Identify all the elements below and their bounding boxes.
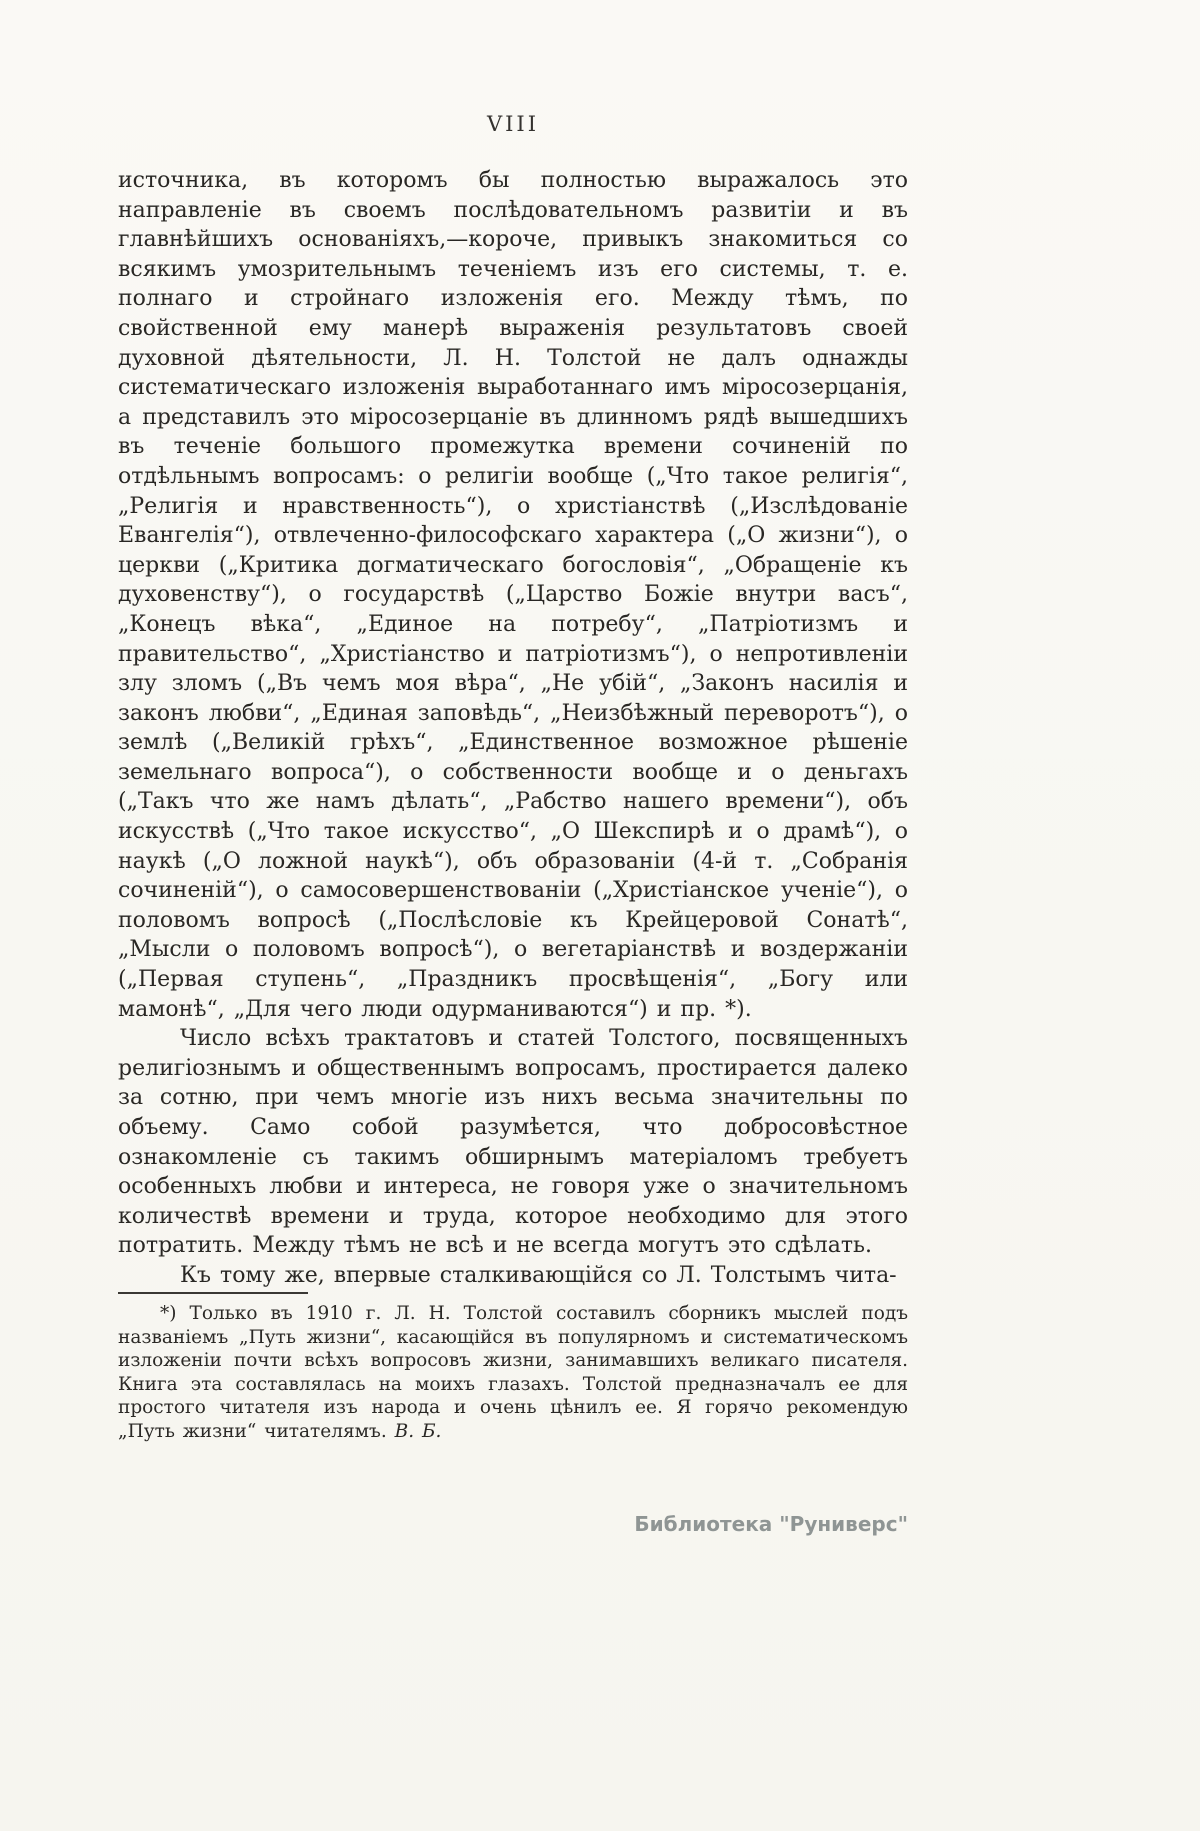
footnote-text (118, 1302, 908, 1444)
page-body (118, 166, 908, 1291)
footnote-signature: В. Б. (394, 1420, 442, 1442)
footnote (118, 1302, 908, 1444)
paragraph: Къ тому же, впервые сталкивающійся со Л. Толстымъ чита- (180, 1262, 897, 1288)
footnote-body: *) Только въ 1910 г. Л. Н. Толстой составилъ сборникъ мыслей подъ названіемъ „Путь жизни“, касающійся въ популярномъ и систематическомъ изложеніи почти всѣхъ вопросовъ жизни, занимавшихъ великаго писателя. Книга эта составлялась на моихъ глазахъ. Толстой предназначалъ ее для простого читателя изъ народа и очень цѣнилъ ее. Я горячо рекомендую „Путь жизни“ читателямъ. (118, 1303, 908, 1442)
library-watermark: Библиотека "Руниверс" (634, 1512, 908, 1536)
paragraph: источника, въ которомъ бы полностью выражалось это направленіе въ своемъ послѣдовательномъ развитіи и въ главнѣйшихъ основаніяхъ,—короче, привыкъ знакомиться со всякимъ умозрительнымъ теченіемъ изъ его системы, т. е. полнаго и стройнаго изложенія его. Между тѣмъ, по свойственной ему манерѣ выраженія результатовъ своей духовной дѣятельности, Л. Н. Толстой не далъ однажды систематическаго изложенія выработаннаго имъ міросозерцанія, а представилъ это міросозерцаніе въ длинномъ рядѣ вышедшихъ въ теченіе большого промежутка времени сочиненій по отдѣльнымъ вопросамъ: о религіи вообще („Что такое религія“, „Религія и нравственность“), о христіанствѣ („Изслѣдованіе Евангелія“), отвлеченно-философскаго характера („О жизни“), о церкви („Критика догматическаго богословія“, „Обращеніе къ духовенству“), о государствѣ („Царство Божіе внутри васъ“, „Конецъ вѣка“, „Единое на потребу“, „Патріотизмъ и правительство“, „Христіанство и патріотизмъ“), о непротивленіи злу зломъ („Въ чемъ моя вѣра“, „Не убій“, „Законъ насилія и законъ любви“, „Единая заповѣдь“, „Неизбѣжный переворотъ“), о землѣ („Великій грѣхъ“, „Единственное возможное рѣшеніе земельнаго вопроса“), о собственности вообще и о деньгахъ („Такъ что же намъ дѣлать“, „Рабство нашего времени“), объ искусствѣ („Что такое искусство“, „О Шекспирѣ и о драмѣ“), о наукѣ („О ложной наукѣ“), объ образованіи (4-й т. „Собранія сочиненій“), о самосовершенствованіи („Христіанское ученіе“), о половомъ вопросѣ („Послѣсловіе къ Крейцеровой Сонатѣ“, „Мысли о половомъ вопросѣ“), о вегетаріанствѣ и воздержаніи („Первая ступень“, „Праздникъ просвѣщенія“, „Богу или мамонѣ“, „Для чего люди одурманиваются“) и пр. *). (118, 168, 908, 1022)
page-number: VIII (486, 112, 540, 136)
paragraph: Число всѣхъ трактатовъ и статей Толстого, посвященныхъ религіознымъ и общественнымъ вопросамъ, простирается далеко за сотню, при чемъ многіе изъ нихъ весьма значительны по объему. Само собой разумѣется, что добросовѣстное ознакомленіе съ такимъ обширнымъ матеріаломъ требуетъ особенныхъ любви и интереса, не говоря уже о значительномъ количествѣ времени и труда, которое необходимо для этого потратить. Между тѣмъ не всѣ и не всегда могутъ это сдѣлать. (118, 1026, 908, 1259)
footnote-divider (118, 1292, 308, 1294)
